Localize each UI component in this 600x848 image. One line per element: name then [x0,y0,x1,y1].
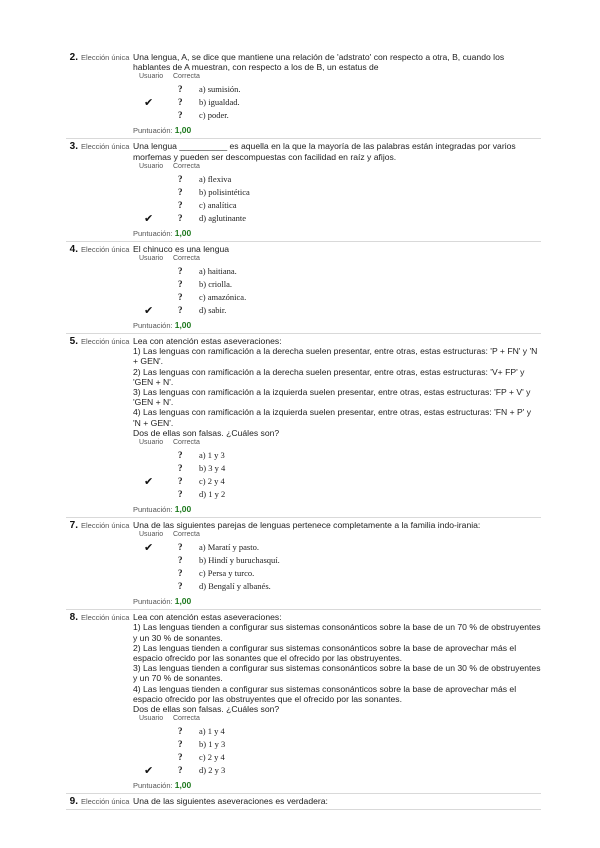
answer-option-text: d) 1 y 2 [199,489,226,500]
question-number: 3. [69,141,78,153]
question-block [66,794,541,810]
quiz-review [66,50,541,810]
answer-option-text: c) 2 y 4 [199,752,225,763]
question-text-line: 4) Las lenguas con ramificación a la izquierda suelen presentar, entre otras, estas estructuras: 'FN + P' y 'N + GEN'. [133,407,532,428]
score-value: 1,00 [174,125,192,136]
answer-option-text: a) 1 y 3 [199,450,225,461]
question-type-label: Elección única [81,613,130,623]
answer-option [133,187,541,200]
question-mark-icon: ? [178,555,183,566]
score-label: Puntuación: [133,781,173,791]
answer-option-text: c) analítica [199,199,237,210]
question-text [133,141,541,161]
question-mark-icon: ? [178,97,183,108]
score-value: 1,00 [174,596,192,607]
answer-option [133,84,541,97]
question-mark-icon: ? [178,186,183,197]
answer-option-text: d) 2 y 3 [199,765,226,776]
answer-option [133,174,541,187]
question-block [66,139,541,241]
question-body [133,796,541,806]
score-value: 1,00 [174,780,192,791]
answer-option [133,726,541,739]
question-text-line: 4) Las lenguas tienden a configurar sus sistemas consonánticos sobre la base de aprovechar más el espacio ofrecido por las obstruyentes que el ofrecido por las sonantes. [133,683,517,704]
question-mark-icon: ? [178,110,183,121]
correct-column-header: Correcta [173,162,200,170]
question-text-line: El chinuco es una lengua [133,243,230,254]
answer-option [133,213,541,226]
question-mark-icon: ? [178,279,183,290]
answer-column-headers [139,531,541,540]
question-mark-icon: ? [178,726,183,737]
answer-option [133,489,541,502]
score-value: 1,00 [174,504,192,515]
checkmark-icon: ✔ [144,476,154,489]
question-number: 5. [69,336,78,348]
score-label: Puntuación: [133,126,173,136]
question-text [133,612,541,714]
question-text-line: Dos de ellas son falsas. ¿Cuáles son? [133,427,280,438]
answer-option-text: c) Persa y turco. [199,568,255,579]
correct-column-header: Correcta [173,439,200,447]
question-text-line: Lea con atención estas aseveraciones: [133,336,282,347]
question-text [133,520,541,530]
question-body [133,520,541,606]
checkmark-icon: ✔ [144,97,154,110]
answer-option [133,200,541,213]
question-mark-icon: ? [178,568,183,579]
checkmark-icon: ✔ [144,765,154,778]
question-number: 2. [69,52,78,63]
score-label: Puntuación: [133,597,173,607]
answer-option [133,450,541,463]
answer-option [133,463,541,476]
answer-column-headers [139,715,541,724]
question-mark-icon: ? [178,84,183,95]
answer-option-text: a) haitiana. [199,266,237,277]
question-text-line: Una de las siguientes parejas de lenguas pertenece completamente a la familia indo-irania: [133,520,481,531]
correct-column-header: Correcta [173,531,200,539]
question-type-label: Elección única [81,521,130,531]
answer-option-text: d) aglutinante [199,212,246,223]
score-line [133,125,541,135]
question-number: 4. [69,243,78,255]
score-line [133,504,541,514]
answer-column-headers [139,255,541,264]
user-column-header: Usuario [139,255,164,263]
answer-option-text: b) criolla. [199,279,233,290]
question-type-label: Elección única [81,142,130,152]
user-column-header: Usuario [139,715,164,723]
question-text-line: 3) Las lenguas tienden a configurar sus sistemas consonánticos sobre la base de un 30 % de obstruyentes y un 70 % de sonantes. [133,663,541,684]
question-number: 9. [69,796,78,808]
question-block [66,518,541,610]
answer-option-text: b) Hindí y buruchasquí. [199,555,280,566]
question-block [66,334,541,518]
question-block [66,242,541,334]
score-value: 1,00 [174,320,192,331]
answer-option-text: b) 1 y 3 [199,739,226,750]
answer-option [133,542,541,555]
question-type-label: Elección única [81,337,130,347]
question-body [133,336,541,514]
question-text [133,52,541,72]
answer-column-headers [139,163,541,172]
answer-option [133,305,541,318]
user-column-header: Usuario [139,73,164,81]
answer-column-headers [139,439,541,448]
score-label: Puntuación: [133,321,173,331]
answer-option-text: c) poder. [199,110,229,121]
score-label: Puntuación: [133,228,173,238]
question-text-line: Dos de ellas son falsas. ¿Cuáles son? [133,704,280,715]
answer-option [133,279,541,292]
answer-option [133,110,541,123]
question-mark-icon: ? [178,752,183,763]
answer-column-headers [139,73,541,82]
question-mark-icon: ? [178,305,183,316]
question-text [133,796,541,806]
question-type-label: Elección única [81,53,130,62]
answer-option [133,765,541,778]
question-mark-icon: ? [178,463,183,474]
answer-option-text: c) 2 y 4 [199,476,225,487]
user-column-header: Usuario [139,531,164,539]
question-text-line: Una lengua __________ es aquella en la que la mayoría de las palabras están integradas por varios morfemas y pueden ser descompuestas con facilidad en raíz y afijos. [133,141,516,162]
checkmark-icon: ✔ [144,305,154,318]
question-text-line: Una de las siguientes aseveraciones es verdadera: [133,796,328,807]
answer-option-text: d) sabir. [199,305,227,316]
question-block [66,50,541,139]
question-mark-icon: ? [178,450,183,461]
question-text-line: 3) Las lenguas con ramificación a la izquierda suelen presentar, entre otras, estas estructuras: 'FP + V' y 'GEN + N'. [133,387,531,408]
question-body [133,141,541,237]
score-line [133,596,541,606]
question-mark-icon: ? [178,199,183,210]
answer-option [133,476,541,489]
answer-option [133,266,541,279]
answer-option-text: a) Maratí y pasto. [199,542,259,553]
question-mark-icon: ? [178,489,183,500]
correct-column-header: Correcta [173,255,200,263]
question-text [133,244,541,254]
score-line [133,228,541,238]
answer-option-text: b) 3 y 4 [199,463,226,474]
user-column-header: Usuario [139,439,164,447]
score-value: 1,00 [174,227,192,238]
answer-option-text: b) polisintética [199,186,250,197]
score-line [133,320,541,330]
question-mark-icon: ? [178,739,183,750]
checkmark-icon: ✔ [144,212,154,225]
question-mark-icon: ? [178,581,183,592]
answer-option [133,568,541,581]
question-block [66,610,541,794]
question-body [133,612,541,790]
score-line [133,780,541,790]
score-label: Puntuación: [133,505,173,515]
answer-option [133,292,541,305]
answer-option-text: a) 1 y 4 [199,726,225,737]
answer-option [133,97,541,110]
question-text-line: 2) Las lenguas tienden a configurar sus sistemas consonánticos sobre la base de aprovechar más el espacio ofrecido por las sonantes que el ofrecido por las obstruyentes. [133,642,517,664]
answer-option-text: a) sumisión. [199,84,241,95]
question-mark-icon: ? [178,212,183,223]
question-mark-icon: ? [178,542,183,553]
answer-option [133,739,541,752]
question-body [133,52,541,135]
question-number: 7. [69,520,78,532]
question-mark-icon: ? [178,476,183,487]
answer-option [133,581,541,594]
question-text-line: Una lengua, A, se dice que mantiene una relación de 'adstrato' con respecto a otra, B, cuando los hablantes de A muestran, con respecto a los de B, un estatus de [133,52,505,73]
question-text-line: Lea con atención estas aseveraciones: [133,612,282,623]
question-type-label: Elección única [81,797,130,807]
question-body [133,244,541,330]
question-mark-icon: ? [178,292,183,303]
question-mark-icon: ? [178,765,183,776]
correct-column-header: Correcta [173,73,200,81]
question-mark-icon: ? [178,266,183,277]
question-text-line: 2) Las lenguas con ramificación a la derecha suelen presentar, entre otras, estas estructuras: 'V+ FP' y 'GEN + N'. [133,366,525,387]
correct-column-header: Correcta [173,715,200,723]
question-type-label: Elección única [81,244,130,254]
answer-option-text: c) amazónica. [199,292,247,303]
answer-option-text: a) flexiva [199,173,232,184]
question-text-line: 1) Las lenguas con ramificación a la derecha suelen presentar, entre otras, estas estructuras: 'P + FN' y 'N + GEN'. [133,346,538,367]
answer-option [133,752,541,765]
question-text-line: 1) Las lenguas tienden a configurar sus sistemas consonánticos sobre la base de un 70 % de obstruyentes y un 30 % de sonantes. [133,622,541,643]
user-column-header: Usuario [139,162,164,170]
answer-option-text: b) igualdad. [199,97,240,108]
question-mark-icon: ? [178,173,183,184]
checkmark-icon: ✔ [144,542,154,555]
question-text [133,336,541,438]
answer-option [133,555,541,568]
question-number: 8. [69,612,78,624]
answer-option-text: d) Bengalí y albanés. [199,581,271,592]
